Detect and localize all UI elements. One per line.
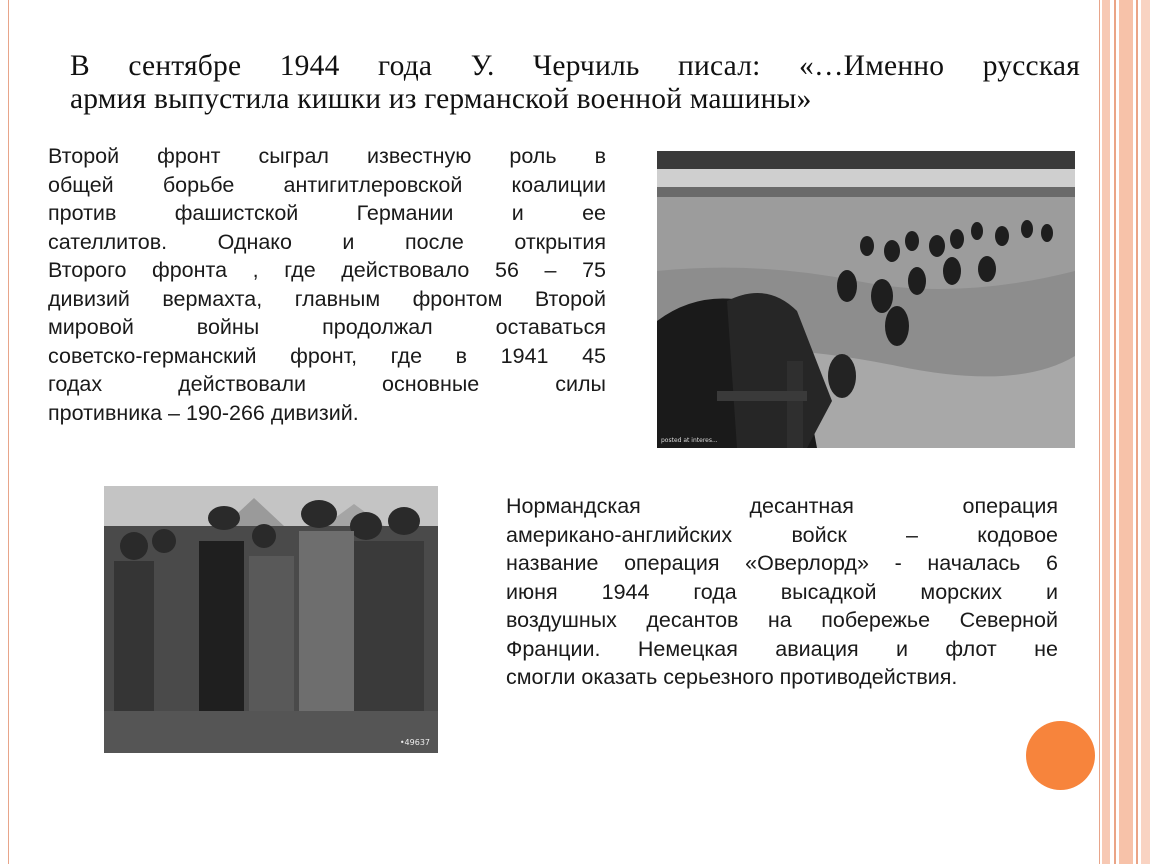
title-line: В сентябре 1944 года У. Черчиль писал: «…Именно русская [70, 50, 1080, 82]
paragraph-line: Второй фронт сыграл известную роль в [48, 144, 606, 168]
paragraph-line: годах действовали основные силы [48, 372, 606, 396]
second-front-paragraph [48, 142, 606, 427]
eisenhower-troops-photo [104, 486, 438, 753]
decorative-stripe [1102, 0, 1110, 864]
paragraph-line: мировой войны продолжал оставаться [48, 315, 606, 339]
paragraph-line: Нормандская десантная операция [506, 494, 1058, 518]
paragraph-line: американо-английских войск – кодовое [506, 522, 1058, 547]
decorative-stripe [1114, 0, 1116, 864]
paragraph-line: советско-германский фронт, где в 1941 45 [48, 343, 606, 368]
overlord-paragraph [506, 492, 1058, 692]
paragraph-line: против фашистской Германии и ее [48, 201, 606, 225]
paragraph-line: Второго фронта , где действовало 56 – 75 [48, 258, 606, 282]
title-line: армия выпустила кишки из германской военной машины» [70, 83, 812, 115]
paragraph-line: общей борьбе антигитлеровской коалиции [48, 172, 606, 197]
decorative-circle [1026, 721, 1095, 790]
decorative-stripe [1136, 0, 1138, 864]
paragraph-line: смогли оказать серьезного противодействия. [506, 665, 958, 689]
photo-caption: posted at interes... [661, 437, 718, 444]
paragraph-line: воздушных десантов на побережье Северной [506, 608, 1058, 632]
decorative-stripe [1141, 0, 1150, 864]
paragraph-line: Франции. Немецкая авиация и флот не [506, 636, 1058, 661]
troops-scene-illustration [104, 486, 438, 753]
paragraph-line: сателлитов. Однако и после открытия [48, 229, 606, 254]
paragraph-line: июня 1944 года высадкой морских и [506, 579, 1058, 604]
paragraph-line: противника – 190-266 дивизий. [48, 400, 359, 425]
slide-title [70, 50, 1080, 116]
photo-stamp: •49637 [399, 738, 430, 747]
landing-scene-illustration [657, 151, 1075, 448]
normandy-landing-photo [657, 151, 1075, 448]
paragraph-line: название операция «Оверлорд» - началась 6 [506, 551, 1058, 575]
decorative-stripe [1119, 0, 1133, 864]
paragraph-line: дивизий вермахта, главным фронтом Второй [48, 286, 606, 311]
